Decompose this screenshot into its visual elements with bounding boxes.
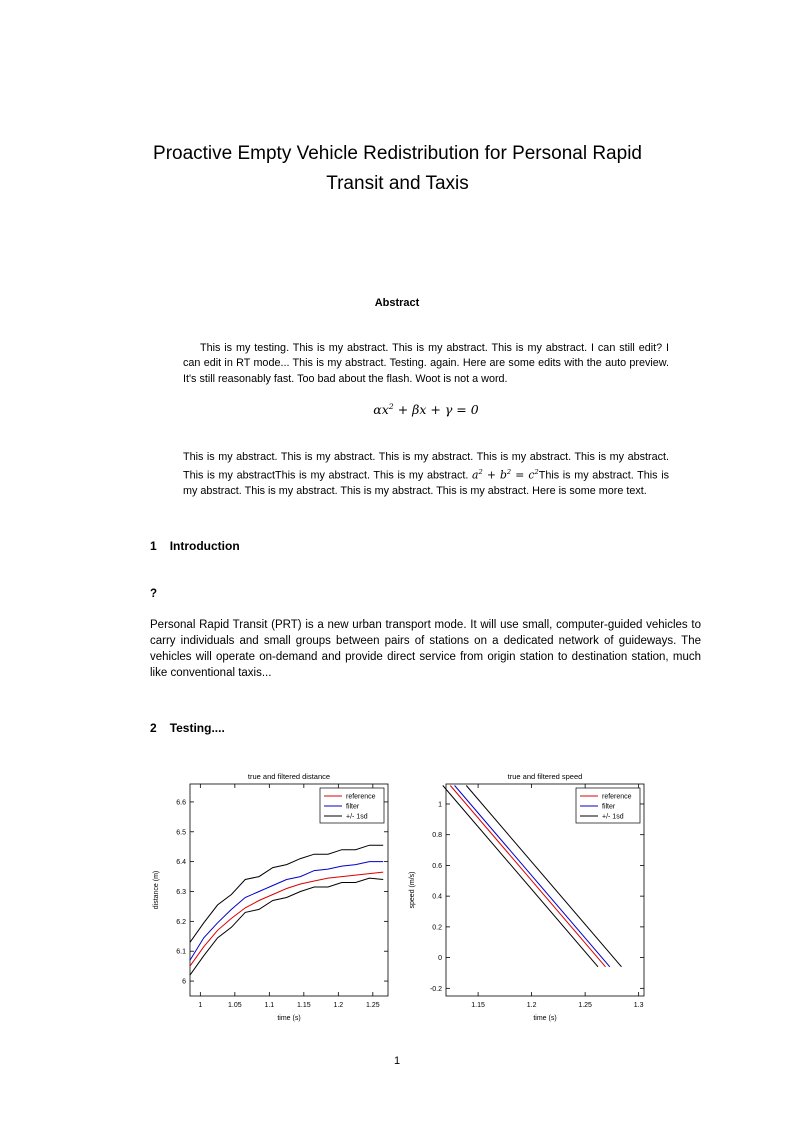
inline-math-exponent: 2	[478, 468, 483, 477]
inline-math-term: + b	[482, 468, 507, 482]
svg-text:+/- 1sd: +/- 1sd	[346, 813, 368, 821]
section-1-heading	[150, 539, 240, 553]
svg-text:6.1: 6.1	[176, 948, 186, 956]
svg-text:1: 1	[198, 1002, 203, 1009]
equation-term: + βx + γ = 0	[393, 402, 479, 418]
svg-text:1.1: 1.1	[264, 1002, 275, 1009]
intro-paragraph: Personal Rapid Transit (PRT) is a new urban transport mode. It will use small, computer-guided vehicles to carry individuals and small groups between pairs of stations on a dedicated network of guideways. The vehicles will operate on-demand and provide direct service from origin station to destination station, much like conventional taxis...	[150, 619, 701, 679]
section-2-heading	[150, 721, 225, 735]
abstract-heading: Abstract	[374, 297, 420, 309]
svg-text:reference: reference	[346, 793, 376, 801]
svg-text:6.3: 6.3	[176, 888, 186, 896]
distance-figure	[144, 770, 394, 1033]
svg-text:filter: filter	[602, 803, 616, 811]
svg-text:time (s): time (s)	[533, 1015, 557, 1022]
inline-math-term: a	[472, 468, 479, 482]
section-title: Testing....	[169, 721, 225, 735]
svg-text:1: 1	[438, 801, 442, 809]
inline-math-exponent: 2	[534, 468, 539, 477]
paper-title: Proactive Empty Vehicle Redistribution for Personal Rapid Transit and Taxis	[153, 143, 642, 194]
svg-text:0.2: 0.2	[432, 924, 442, 932]
svg-text:1.25: 1.25	[366, 1002, 380, 1009]
figures-row	[0, 770, 794, 1033]
svg-text:1.15: 1.15	[471, 1002, 485, 1009]
svg-text:filter: filter	[346, 803, 360, 811]
svg-text:1.05: 1.05	[228, 1002, 242, 1009]
equation-term: αx	[373, 402, 389, 418]
svg-text:true and filtered speed: true and filtered speed	[507, 772, 583, 781]
abstract-paragraph-2-text: This is my abstract. This is my abstract. This is my abstract. This is my abstract. This is my abstract. Here is some more text.	[183, 469, 670, 498]
svg-text:time (s): time (s)	[277, 1015, 301, 1022]
svg-text:0.8: 0.8	[432, 832, 442, 840]
speed-figure	[400, 770, 650, 1033]
svg-text:-0.2: -0.2	[429, 985, 442, 993]
display-equation	[183, 402, 669, 417]
svg-text:1.2: 1.2	[526, 1002, 537, 1009]
svg-text:6.6: 6.6	[176, 799, 186, 807]
svg-text:1.2: 1.2	[333, 1002, 344, 1009]
svg-text:0.4: 0.4	[432, 893, 442, 901]
svg-text:+/- 1sd: +/- 1sd	[602, 813, 624, 821]
inline-math-term: = c	[511, 468, 535, 482]
abstract-paragraph-2	[183, 450, 669, 500]
svg-text:6.4: 6.4	[176, 859, 186, 867]
svg-text:speed (m/s): speed (m/s)	[409, 871, 416, 909]
svg-text:1.3: 1.3	[633, 1002, 644, 1009]
svg-text:reference: reference	[602, 793, 632, 801]
svg-text:true and filtered distance: true and filtered distance	[247, 772, 331, 781]
question-paragraph: ?	[150, 588, 158, 600]
svg-text:6: 6	[182, 978, 186, 986]
svg-text:0: 0	[438, 955, 442, 963]
section-title: Introduction	[169, 539, 240, 553]
svg-text:1.25: 1.25	[578, 1002, 592, 1009]
svg-text:0.6: 0.6	[432, 862, 442, 870]
svg-text:6.5: 6.5	[176, 829, 186, 837]
equation-exponent: 2	[388, 402, 394, 411]
svg-text:distance (m): distance (m)	[153, 870, 160, 910]
page-number: 1	[393, 1055, 401, 1067]
section-number: 1	[150, 539, 157, 553]
inline-math-exponent: 2	[506, 468, 512, 477]
distance-plot	[144, 770, 394, 1028]
section-number: 2	[150, 721, 157, 735]
speed-plot	[400, 770, 650, 1028]
svg-text:1.15: 1.15	[297, 1002, 311, 1009]
abstract-paragraph-2-text: This is my abstract. This is my abstract. This is my abstract. This is my abstract. This is my abstract. This is my abstractThis is my abstract. This is my abstract.	[183, 450, 669, 482]
svg-text:6.2: 6.2	[176, 918, 186, 926]
abstract-paragraph-1: This is my testing. This is my abstract. This is my abstract. This is my abstract. I can still edit? I can edit in RT mode... This is my abstract. Testing. again. Here are some edits with the auto preview. It's still reasonably fast. Too bad about the flash. Woot is not a word.	[183, 341, 669, 385]
